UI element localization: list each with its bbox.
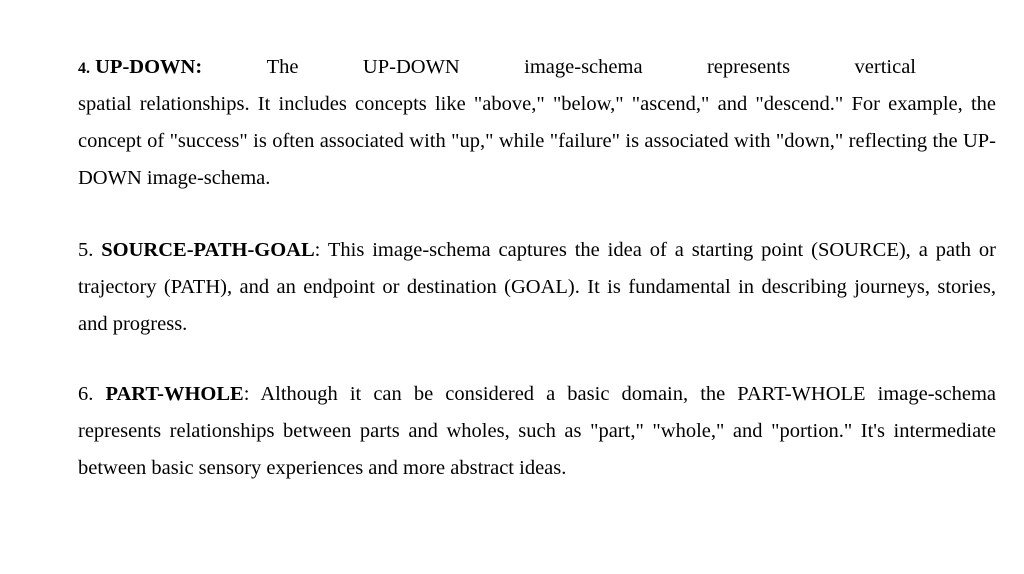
- item-term: PART-WHOLE: [105, 383, 244, 405]
- word: The: [266, 56, 299, 78]
- item-number: 4.: [78, 60, 90, 77]
- paragraph-up-down: [78, 49, 996, 197]
- paragraph-part-whole: [78, 376, 996, 487]
- paragraph-source-path-goal: [78, 232, 996, 343]
- word: vertical: [854, 56, 916, 78]
- paragraph-body: : Although it can be considered a basic domain, the PART-WHOLE image-schema represents relationships between parts and wholes, such as "part," "whole," and "portion." It's intermediate between basic sensory experiences and more abstract ideas.: [78, 383, 996, 479]
- item-heading: [78, 49, 202, 87]
- paragraph-body: : This image-schema captures the idea of a starting point (SOURCE), a path or trajectory (PATH), and an endpoint or destination (GOAL). It is fundamental in describing journeys, stories, and progress.: [78, 239, 996, 335]
- word: represents: [706, 56, 791, 78]
- word: image-schema: [524, 56, 643, 78]
- paragraph-body: spatial relationships. It includes concepts like "above," "below," "ascend," and "descend." For example, the concept of "success" is often associated with "up," while "failure" is associated with "down," reflecting the UP-DOWN image-schema.: [78, 93, 996, 189]
- item-number: 6.: [78, 383, 94, 405]
- paragraph-first-line: [78, 49, 916, 86]
- item-number: 5.: [78, 239, 94, 261]
- word: UP-DOWN: [362, 56, 460, 78]
- item-term: SOURCE-PATH-GOAL: [101, 239, 315, 261]
- item-term: UP-DOWN:: [95, 56, 203, 78]
